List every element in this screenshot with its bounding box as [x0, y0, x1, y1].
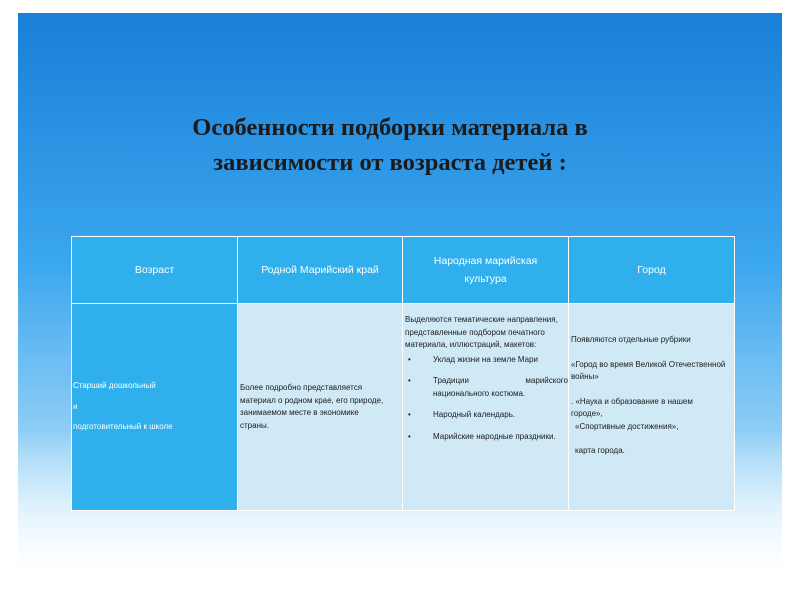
cell-region: [238, 304, 403, 511]
cell-city: [569, 304, 735, 511]
list-item: • Уклад жизни на земле Мари: [405, 354, 568, 367]
header-region: Родной Марийский край: [238, 237, 403, 304]
list-item: • Народный календарь.: [405, 409, 568, 422]
header-culture-label: Народная марийская культура: [433, 255, 538, 285]
age-line-1: Старший дошкольный: [73, 381, 156, 391]
header-city: Город: [569, 237, 735, 304]
age-line-2: и: [73, 401, 78, 411]
cell-age: [72, 304, 238, 511]
culture-list: [405, 354, 568, 444]
slide-title: [100, 110, 680, 180]
age-material-table: [71, 236, 735, 511]
region-text: Более подробно представляется материал о родном крае, его природе, занимаемом месте в экономике страны.: [240, 383, 384, 430]
table-header-row: [72, 237, 735, 304]
list-item: • Традиции марийского национального костюма.: [405, 375, 568, 400]
culture-intro: Выделяются тематические направления, представленные подбором печатного материала, иллюстраций, макетов:: [405, 315, 558, 349]
city-rubric-2: . «Наука и образование в нашем городе»,: [571, 396, 693, 418]
title-line-2: зависимости от возраста детей :: [213, 149, 567, 176]
city-rubric-4: карта города.: [575, 446, 625, 455]
title-line-1: Особенности подборки материала в: [192, 114, 588, 141]
city-rubric-3: «Спортивные достижения»,: [575, 421, 679, 431]
header-age: Возраст: [72, 237, 238, 304]
table-row: [72, 304, 735, 511]
age-line-3: подготовительный к школе: [73, 422, 173, 432]
list-item: • Марийские народные праздники.: [405, 431, 568, 444]
header-culture: [403, 237, 569, 304]
city-intro: Появляются отдельные рубрики: [571, 335, 691, 344]
cell-culture: [403, 304, 569, 511]
city-rubric-1: «Город во время Великой Отечественной войны»: [571, 359, 726, 381]
